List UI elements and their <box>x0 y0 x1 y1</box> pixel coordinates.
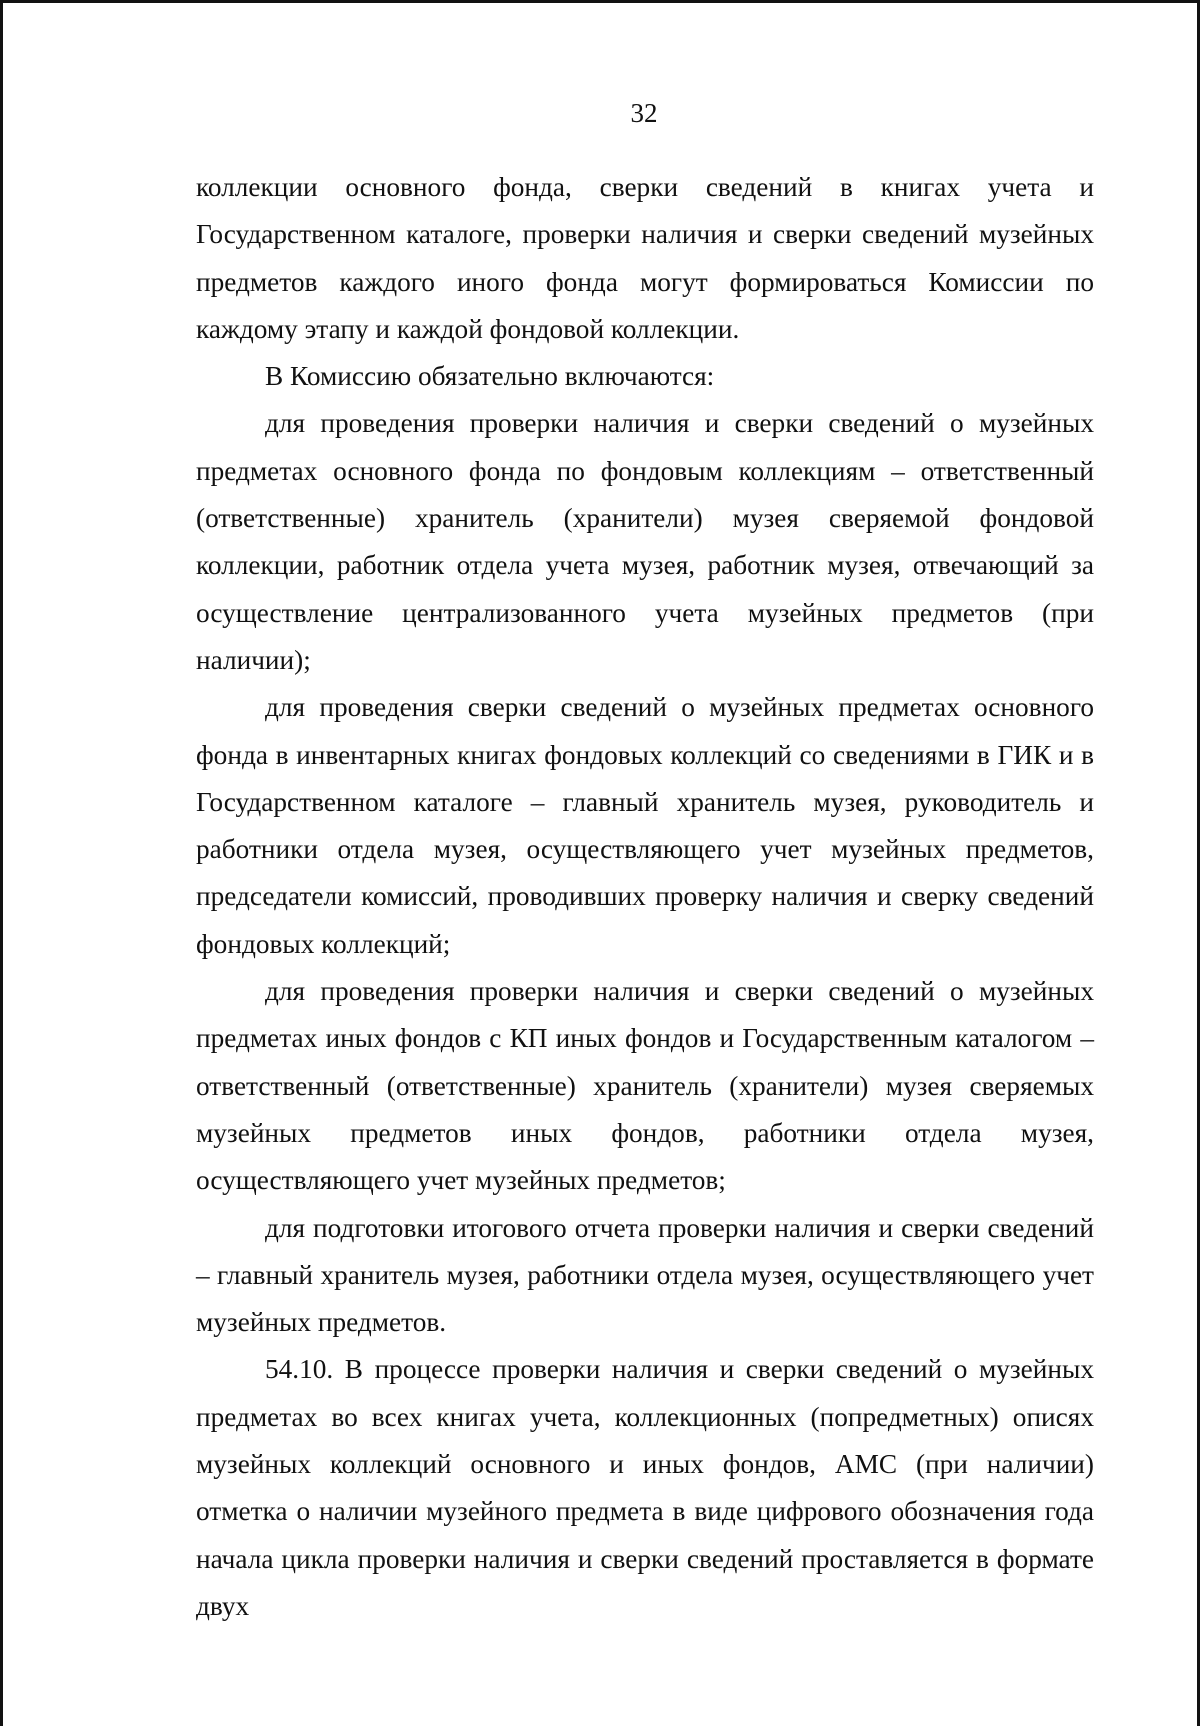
paragraph-commission-intro: В Комиссию обязательно включаются: <box>265 361 715 392</box>
page-number: 32 <box>630 98 658 128</box>
paragraph-main-fund-check: для проведения проверки наличия и сверки сведений о музейных предметах основного фонда по фондовым коллекциям – ответственный (ответственные) хранитель (хранители) музея сверяемой фондовой коллекции, работник отдела учета музея, работник музея, отвечающий за осуществление централизованного учета музейных предметов (при наличии); <box>196 408 1094 675</box>
paragraph-other-funds-check: для проведения проверки наличия и сверки сведений о музейных предметах иных фондов с КП иных фондов и Государственным каталогом – ответственный (ответственные) хранитель (хранители) музея сверяемых музейных предметов иных фондов, работники отдела музея, осуществляющего учет музейных предметов; <box>196 976 1094 1196</box>
paragraph-final-report: для подготовки итогового отчета проверки наличия и сверки сведений – главный хранитель музея, работники отдела музея, осуществляющего учет музейных предметов. <box>196 1212 1094 1338</box>
scan-border-left <box>0 0 3 1726</box>
scan-border-top <box>0 0 1200 3</box>
paragraph-54-10: 54.10. В процессе проверки наличия и сверки сведений о музейных предметах во всех книгах учета, коллекционных (попредметных) описях музейных коллекций основного и иных фондов, АМС (при наличии) отметка о наличии музейного предмета в виде цифрового обозначения года начала цикла проверки наличия и сверки сведений проставляется в формате двух <box>196 1354 1094 1621</box>
paragraph-continuation: коллекции основного фонда, сверки сведений в книгах учета и Государственном каталоге, проверки наличия и сверки сведений музейных предметов каждого иного фонда могут формироваться Комиссии по каждому этапу и каждой фондовой коллекции. <box>196 172 1094 344</box>
paragraph-inventory-check: для проведения сверки сведений о музейных предметах основного фонда в инвентарных книгах фондовых коллекций со сведениями в ГИК и в Государственном каталоге – главный хранитель музея, руководитель и работники отдела музея, осуществляющего учет музейных предметов, председатели комиссий, проводивших проверку наличия и сверку сведений фондовых коллекций; <box>196 692 1094 959</box>
document-body <box>196 164 1094 1630</box>
